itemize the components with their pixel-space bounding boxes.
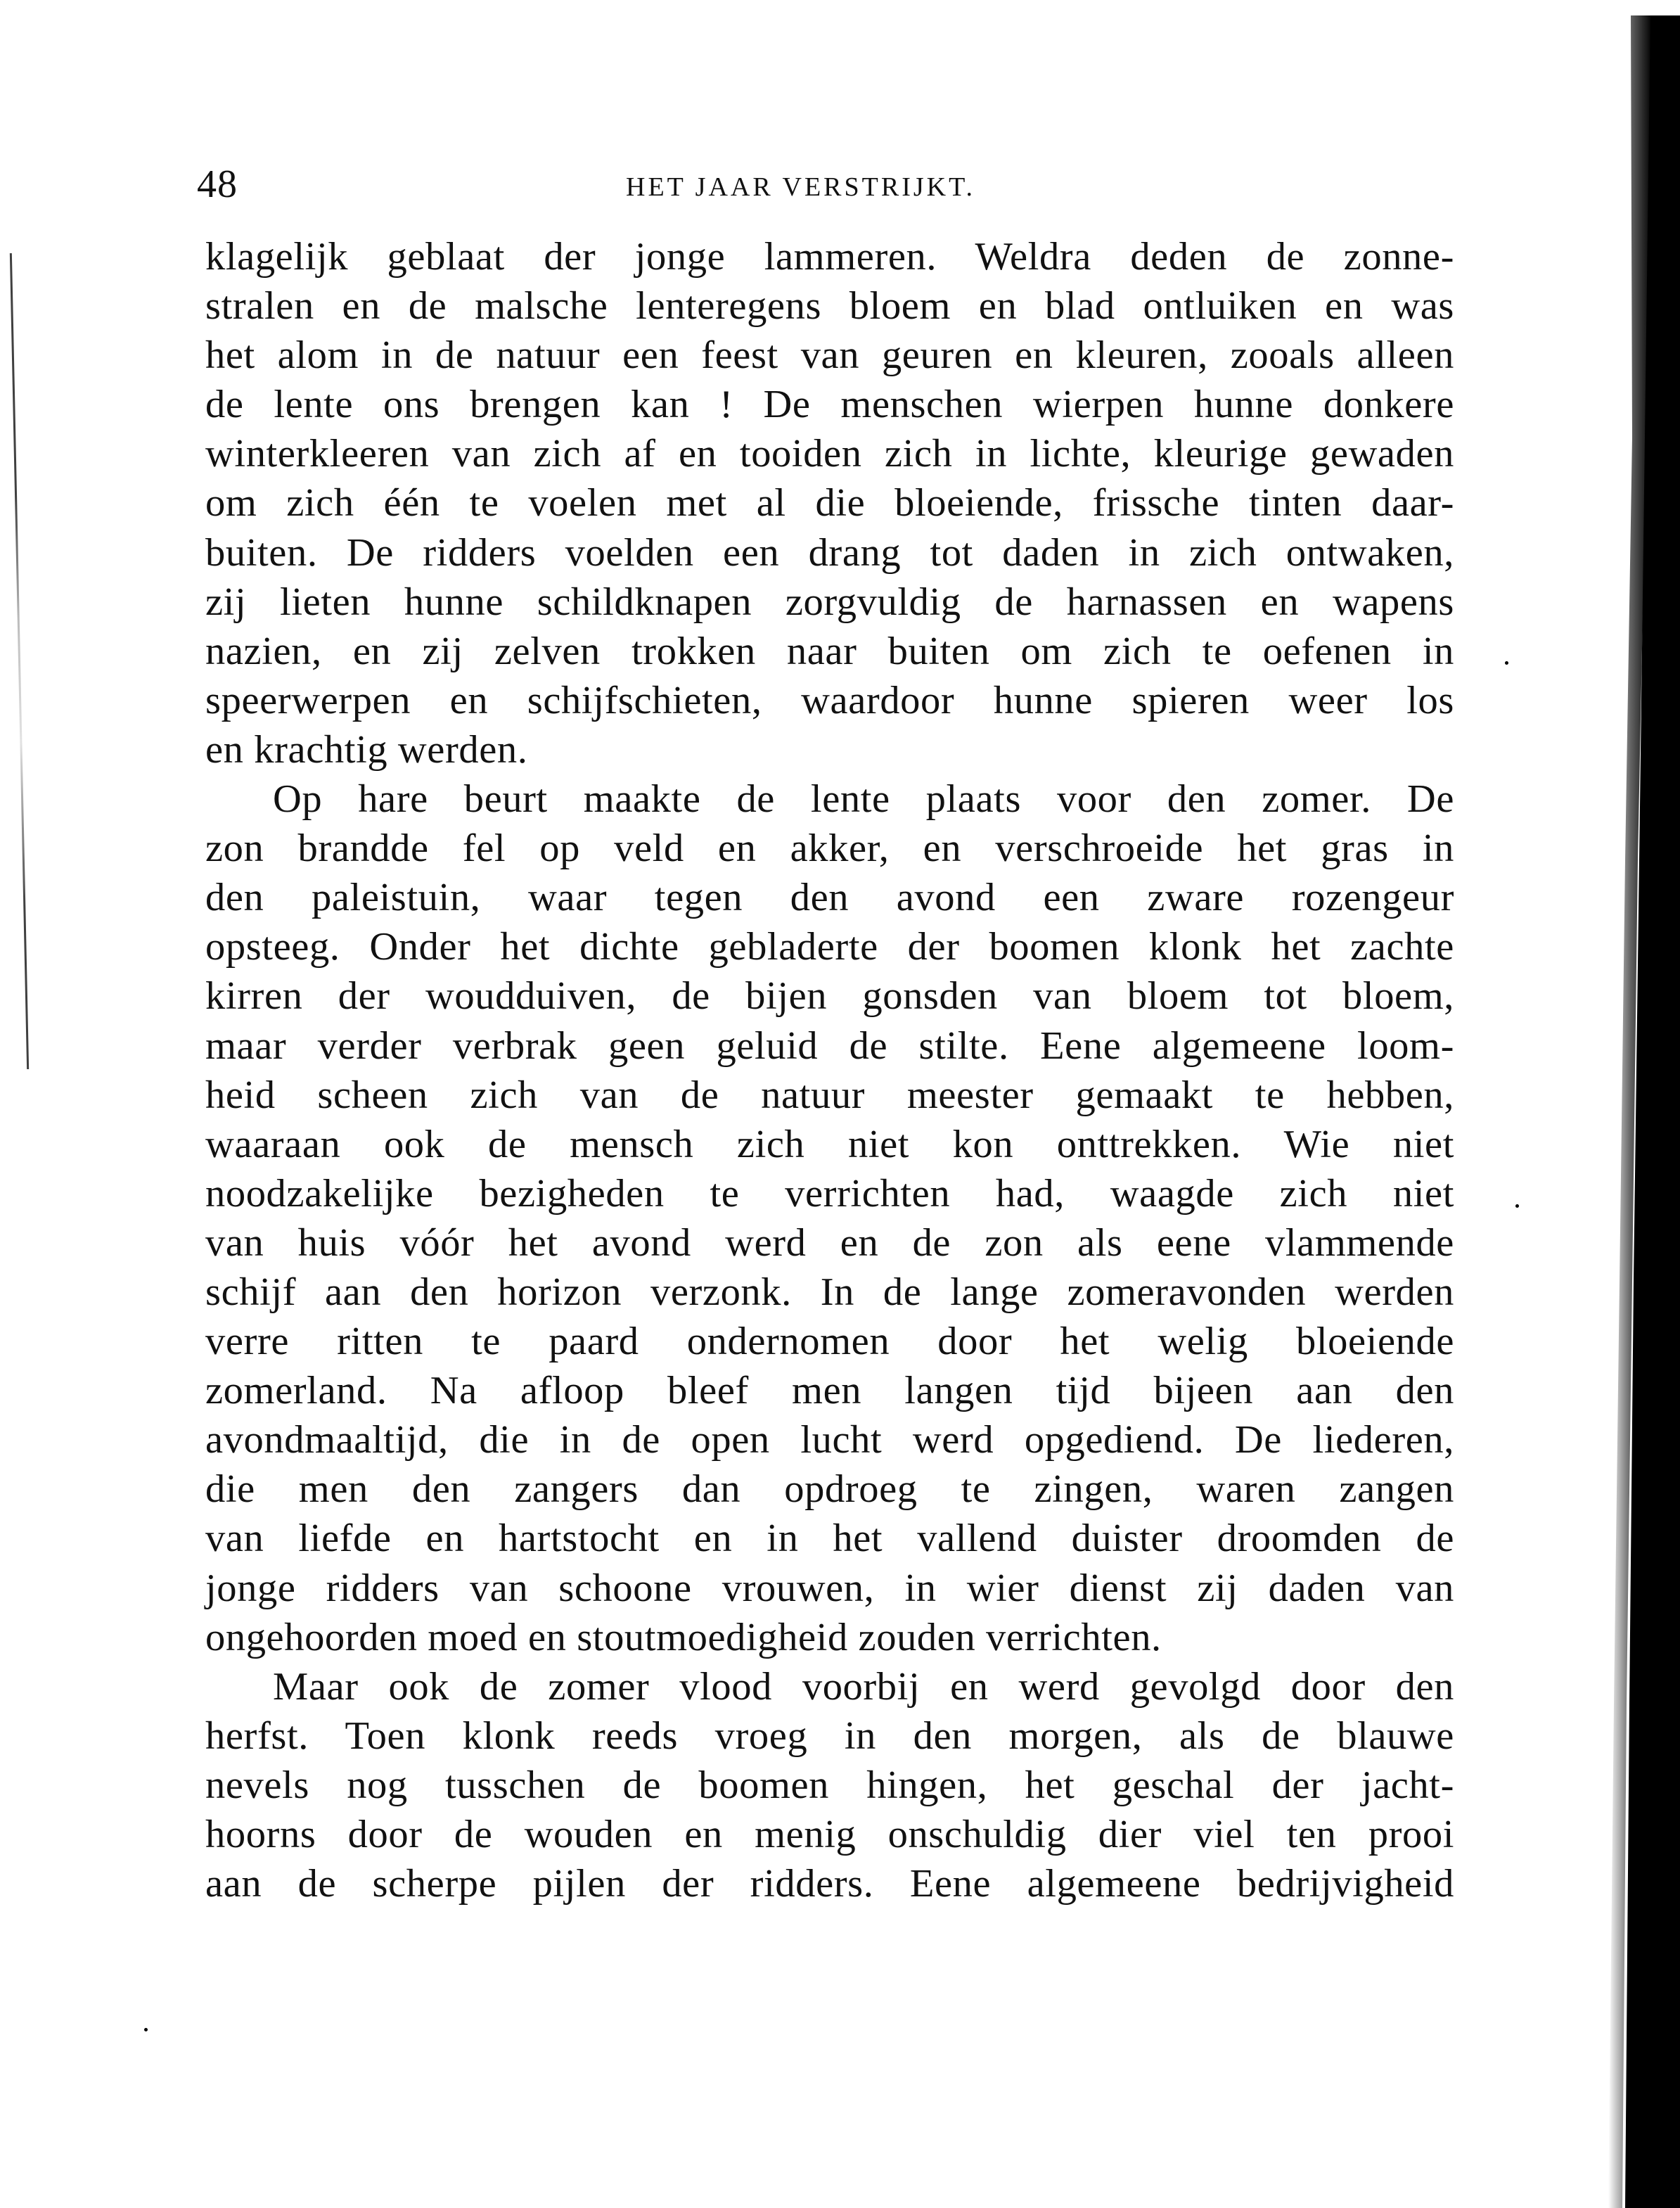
text-line: zij lieten hunne schildknapen zorgvuldig de harnassen en wapens [205, 580, 1454, 624]
text-line: heid scheen zich van de natuur meester gemaakt te hebben, [205, 1073, 1454, 1117]
text-line: jonge ridders van schoone vrouwen, in wier dienst zij daden van [205, 1566, 1454, 1610]
text-line: winterkleeren van zich af en tooiden zich in lichte, kleurige gewaden [205, 432, 1454, 476]
text-line: aan de scherpe pijlen der ridders. Eene algemeene bedrijvigheid [205, 1862, 1454, 1906]
page-number: 48 [197, 162, 238, 206]
text-line: herfst. Toen klonk reeds vroeg in den morgen, als de blauwe [205, 1714, 1454, 1758]
running-title: HET JAAR VERSTRIJKT. [626, 172, 975, 202]
text-line: de lente ons brengen kan ! De menschen wierpen hunne donkere [205, 383, 1454, 427]
text-line: den paleistuin, waar tegen den avond een zware rozengeur [205, 876, 1454, 920]
text-line: het alom in de natuur een feest van geuren en kleuren, zooals alleen [205, 333, 1454, 378]
text-line: nazien, en zij zelven trokken naar buiten om zich te oefenen in [205, 629, 1454, 673]
text-line: maar verder verbrak geen geluid de stilte. Eene algemeene loom- [205, 1023, 1454, 1068]
text-line: zon brandde fel op veld en akker, en verschroeide het gras in [205, 827, 1454, 871]
text-line: noodzakelijke bezigheden te verrichten had, waagde zich niet [205, 1171, 1454, 1215]
text-line: van huis vóór het avond werd en de zon als eene vlammende [205, 1220, 1454, 1265]
text-line: zomerland. Na afloop bleef men langen tijd bijeen aan den [205, 1369, 1454, 1413]
text-line: van liefde en hartstocht en in het vallend duister droomden de [205, 1517, 1454, 1561]
running-head [197, 156, 1456, 212]
paragraph-start-line: Op hare beurt maakte de lente plaats voor den zomer. De [273, 777, 1454, 822]
text-line: schijf aan den horizon verzonk. In de lange zomeravonden werden [205, 1270, 1454, 1314]
text-line: nevels nog tusschen de boomen hingen, het geschal der jacht- [205, 1763, 1454, 1807]
text-line: kirren der woudduiven, de bijen gonsden van bloem tot bloem, [205, 974, 1454, 1019]
body-text [205, 232, 1454, 1908]
scan-speck [144, 2028, 148, 2031]
text-line: hoorns door de wouden en menig onschuldig dier viel ten prooi [205, 1813, 1454, 1856]
text-line: klagelijk geblaat der jonge lammeren. Weldra deden de zonne- [205, 235, 1454, 279]
text-line: om zich één te voelen met al die bloeiende, frissche tinten daar- [205, 481, 1454, 525]
text-line: waaraan ook de mensch zich niet kon onttrekken. Wie niet [205, 1122, 1454, 1166]
paragraph-start-line: Maar ook de zomer vlood voorbij en werd gevolgd door den [273, 1664, 1454, 1709]
text-line: verre ritten te paard ondernomen door het welig bloeiende [205, 1320, 1454, 1364]
paragraph-end-line: ongehoorden moed en stoutmoedigheid zouden verrichten. [205, 1615, 1162, 1659]
paragraph-end-line: en krachtig werden. [205, 727, 528, 772]
text-line: buiten. De ridders voelden een drang tot daden in zich ontwaken, [205, 530, 1454, 575]
text-line: stralen en de malsche lenteregens bloem en blad ontluiken en was [205, 284, 1454, 328]
text-line: speerwerpen en schijfschieten, waardoor hunne spieren weer los [205, 678, 1454, 722]
scan-speck [1515, 1204, 1519, 1208]
text-line: opsteeg. Onder het dichte gebladerte der boomen klonk het zachte [205, 925, 1454, 969]
binding-shadow [1567, 15, 1680, 2208]
text-line: avondmaaltijd, die in de open lucht werd opgediend. De liederen, [205, 1418, 1454, 1462]
text-line: die men den zangers dan opdroeg te zingen, waren zangen [205, 1467, 1454, 1512]
scan-artifact-line [10, 253, 29, 1069]
scan-speck [1505, 661, 1508, 665]
